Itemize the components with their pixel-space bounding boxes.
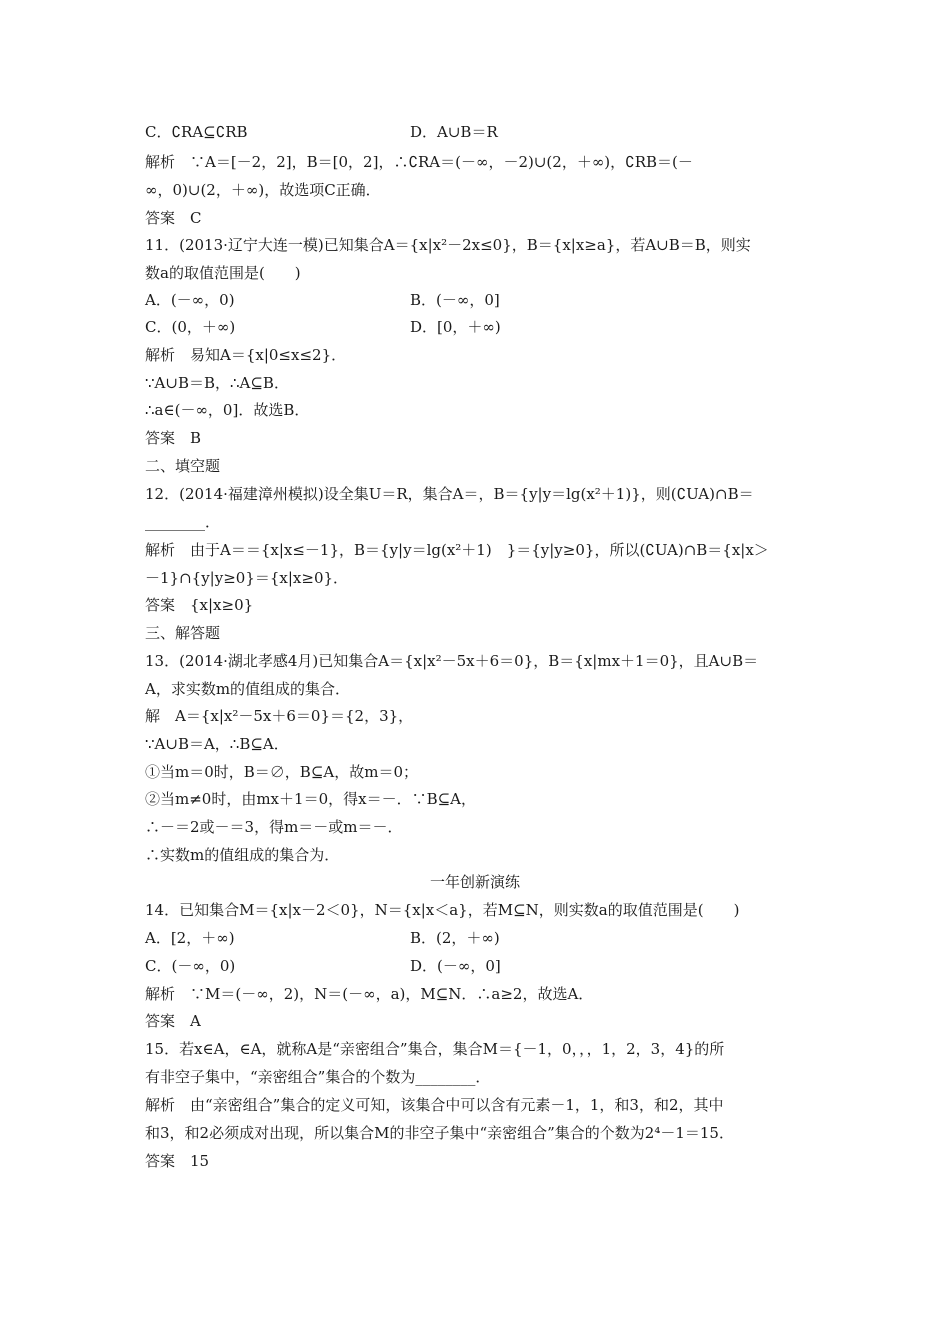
text-line-8: 解析 易知A＝{x|0≤x≤2}． [145, 346, 347, 364]
text-line-29: C．(－∞，0) [145, 957, 236, 975]
text-line-16: －1}∩{y|y≥0}＝{x|x≥0}． [145, 569, 349, 587]
text-line-32: 15．若x∈A，∈A，就称A是“亲密组合”集合，集合M＝{－1，0，，，1，2，3，4}的所 [145, 1040, 725, 1058]
text-line-21: 解 A＝{x|x²－5x＋6＝0}＝{2，3}， [145, 707, 414, 725]
option-right-3: B．(2，＋∞) [410, 929, 500, 947]
text-line-20: A，求实数m的值组成的集合． [145, 680, 351, 698]
text-line-4: 11．(2013·辽宁大连一模)已知集合A＝{x|x²－2x≤0}，B＝{x|x≥a}，若A∪B＝B，则实 [145, 236, 751, 254]
option-right-1: B．(－∞，0] [410, 291, 500, 309]
text-line-3: 答案 C [145, 209, 202, 227]
text-line-27: 14．已知集合M＝{x|x－2＜0}，N＝{x|x＜a}，若M⊆N，则实数a的取值范围是( ) [145, 901, 740, 919]
text-line-13: 12．(2014·福建漳州模拟)设全集U＝R，集合A＝，B＝{y|y＝lg(x²＋1)}，则(∁UA)∩B＝ [145, 485, 754, 503]
text-line-31: 答案 A [145, 1012, 201, 1030]
text-line-30: 解析 ∵M＝(－∞，2)，N＝(－∞，a)，M⊆N．∴a≥2，故选A． [145, 985, 594, 1003]
text-line-18: 三、解答题 [145, 624, 221, 642]
option-right-0: D．A∪B＝R [410, 123, 498, 141]
text-line-2: ∞，0)∪(2，＋∞)，故选项C正确． [145, 181, 381, 199]
text-line-11: 答案 B [145, 429, 202, 447]
text-line-9: ∵A∪B＝B，∴A⊆B． [145, 374, 289, 392]
text-line-26: ∴实数m的值组成的集合为． [145, 846, 340, 864]
text-line-12: 二、填空题 [145, 457, 221, 475]
text-line-23: ①当m＝0时，B＝∅，B⊆A，故m＝0； [145, 763, 418, 781]
text-line-6: A．(－∞，0) [145, 291, 235, 309]
text-line-5: 数a的取值范围是( ) [145, 264, 301, 282]
text-line-14: ________． [145, 513, 221, 531]
text-line-15: 解析 由于A＝＝{x|x≤－1}，B＝{y|y＝lg(x²＋1) }＝{y|y≥0}，所以(∁UA)∩B＝{x|x＞ [145, 541, 769, 559]
section-title: 一年创新演练 [429, 873, 520, 891]
text-line-34: 解析 由“亲密组合”集合的定义可知，该集合中可以含有元素－1，1，和3，和2，其中 [145, 1096, 724, 1114]
text-line-22: ∵A∪B＝A，∴B⊆A． [145, 735, 289, 753]
text-line-35: 和3，和2必须成对出现，所以集合M的非空子集中“亲密组合”集合的个数为2⁴－1＝15． [145, 1124, 734, 1142]
text-line-1: 解析 ∵A＝[－2，2]，B＝[0，2]，∴∁RA＝(－∞，－2)∪(2，＋∞)，∁RB＝(－ [145, 153, 693, 171]
text-line-19: 13．(2014·湖北孝感4月)已知集合A＝{x|x²－5x＋6＝0}，B＝{x|mx＋1＝0}，且A∪B＝ [145, 652, 759, 670]
text-line-33: 有非空子集中，“亲密组合”集合的个数为________． [145, 1068, 491, 1086]
text-line-24: ②当m≠0时，由mx＋1＝0，得x＝－．∵B⊆A， [145, 790, 476, 808]
text-line-36: 答案 15 [145, 1152, 210, 1170]
text-line-25: ∴－＝2或－＝3，得m＝－或m＝－． [145, 818, 403, 836]
text-line-7: C．(0，＋∞) [145, 318, 236, 336]
option-right-2: D．[0，＋∞) [410, 318, 501, 336]
option-right-4: D．(－∞，0] [410, 957, 501, 975]
text-line-17: 答案 {x|x≥0} [145, 596, 254, 614]
text-line-28: A．[2，＋∞) [145, 929, 235, 947]
text-line-10: ∴a∈(－∞，0]．故选B． [145, 401, 310, 419]
text-line-0: C．∁RA⊆∁RB [145, 123, 248, 141]
